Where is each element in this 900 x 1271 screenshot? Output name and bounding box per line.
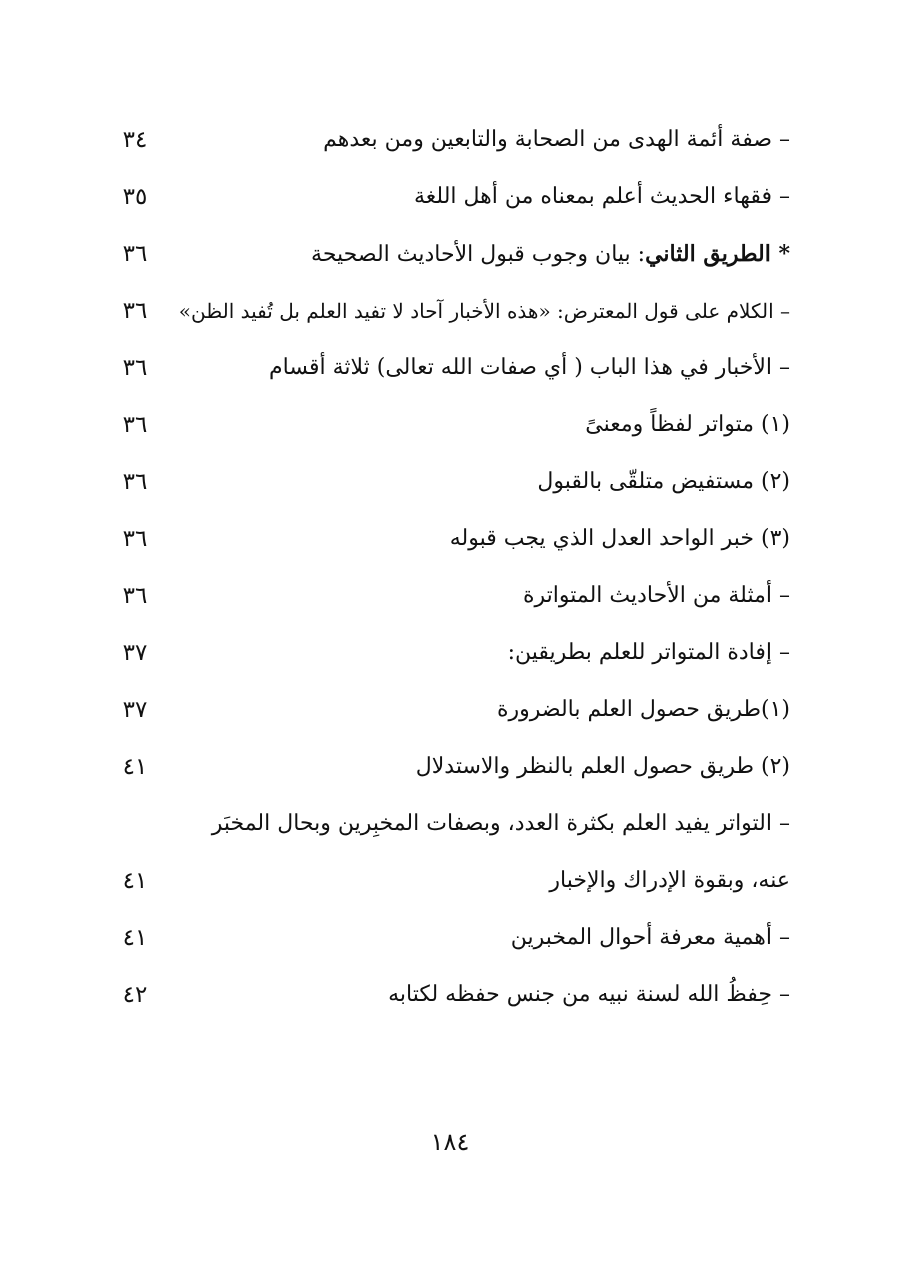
toc-entry-title: – الأخبار في هذا الباب ( أي صفات الله تعالى) ثلاثة أقسام [269, 355, 790, 380]
toc-entry [110, 169, 790, 226]
toc-entry-title: (١) متواتر لفظاً ومعنىً [585, 412, 790, 437]
toc-entry-title: – أهمية معرفة أحوال المخبرين [510, 925, 790, 950]
toc-entry-title: (٢) طريق حصول العلم بالنظر والاستدلال [415, 754, 790, 779]
toc-entry-page: ٤١ [122, 868, 148, 894]
toc-entry [110, 739, 790, 796]
toc-entry [110, 568, 790, 625]
toc-entry-page: ٣٦ [122, 583, 148, 609]
toc-entry [110, 511, 790, 568]
toc-entry [110, 967, 790, 1024]
toc-entry-title: – فقهاء الحديث أعلم بمعناه من أهل اللغة [414, 184, 790, 209]
toc-entry-page: ٣٦ [122, 526, 148, 552]
toc-entry-title [311, 240, 790, 269]
toc-entry-page: ٤٢ [122, 982, 148, 1008]
toc-entry-title: (٢) مستفيض متلقّى بالقبول [537, 469, 790, 494]
toc-entry-page: ٣٥ [122, 184, 148, 210]
toc-entry-page: ٣٦ [122, 355, 148, 381]
toc-entry-title: (٣) خبر الواحد العدل الذي يجب قبوله [449, 526, 790, 551]
toc-entry [110, 682, 790, 739]
toc-entry-title: – صفة أئمة الهدى من الصحابة والتابعين ومن بعدهم [323, 127, 790, 152]
toc-entry-title: عنه، وبقوة الإدراك والإخبار [549, 868, 790, 893]
toc-entry [110, 625, 790, 682]
toc-entry-page: ٣٤ [122, 127, 148, 153]
toc-entry [110, 340, 790, 397]
table-of-contents [110, 112, 790, 1024]
toc-entry [110, 112, 790, 169]
toc-entry-title: – أمثلة من الأحاديث المتواترة [522, 583, 790, 608]
toc-entry-page: ٣٦ [122, 469, 148, 495]
toc-entry-page: ٣٦ [122, 298, 148, 324]
page-number: ١٨٤ [430, 1128, 470, 1156]
toc-entry [110, 226, 790, 283]
toc-entry [110, 397, 790, 454]
toc-entry-title: (١)طريق حصول العلم بالضرورة [496, 697, 790, 722]
toc-entry-page: ٣٦ [122, 412, 148, 438]
toc-entry-title: – الكلام على قول المعترض: «هذه الأخبار آحاد لا تفيد العلم بل تُفيد الظن» [178, 299, 790, 323]
toc-entry [110, 283, 790, 340]
toc-entry-heading: * الطريق الثاني [645, 241, 790, 267]
toc-entry [110, 796, 790, 853]
toc-entry-page: ٤١ [122, 925, 148, 951]
toc-entry-heading-text: : بيان وجوب قبول الأحاديث الصحيحة [311, 242, 646, 267]
toc-entry-page: ٣٧ [122, 640, 148, 666]
toc-entry-title: – التواتر يفيد العلم بكثرة العدد، وبصفات المخبِرين وبحال المخبَر [211, 811, 790, 836]
toc-entry-title: – حِفظُ الله لسنة نبيه من جنس حفظه لكتابه [388, 982, 790, 1007]
toc-entry [110, 853, 790, 910]
toc-entry-page: ٤١ [122, 754, 148, 780]
toc-entry [110, 910, 790, 967]
toc-entry [110, 454, 790, 511]
toc-entry-page: ٣٧ [122, 697, 148, 723]
toc-entry-page: ٣٦ [122, 241, 148, 267]
toc-entry-title: – إفادة المتواتر للعلم بطريقين: [507, 640, 790, 665]
